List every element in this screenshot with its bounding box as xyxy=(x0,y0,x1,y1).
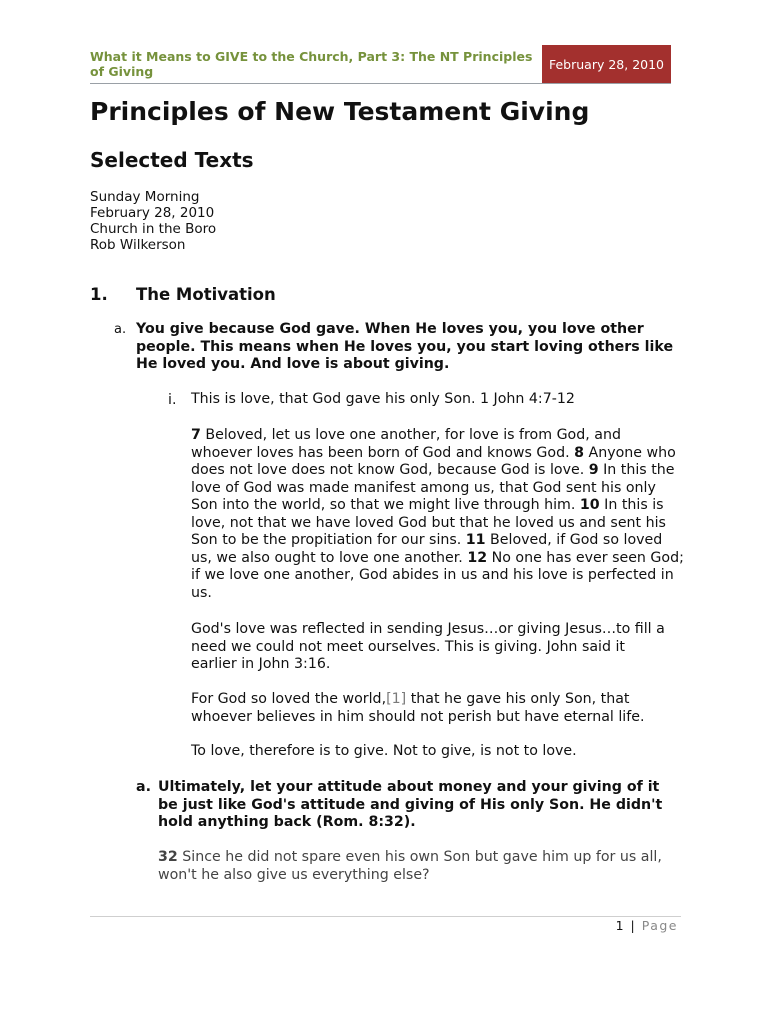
verse-number: 9 xyxy=(588,462,599,478)
header-title: What it Means to GIVE to the Church, Part 3: The NT Principles of Giving xyxy=(90,49,533,79)
list-item-motivation: You give because God gave. When He loves you, you love other people. This means when He loves you, you start loving others like He loved you. And love is about giving. xyxy=(136,321,674,372)
verse-text: that he gave his only Son, that whoever believes in him should not perish but have eternal life. xyxy=(191,691,645,725)
verse-text: No one has ever seen God; if we love one another, God abides in us and his love is perfected in us. xyxy=(191,549,684,601)
verse-number: 11 xyxy=(465,532,486,548)
conclusion-paragraph: To love, therefore is to give. Not to give, is not to love. xyxy=(191,743,577,759)
section-number: 1. xyxy=(90,285,108,304)
meta-line: Sunday Morning xyxy=(90,189,200,205)
verse-number: 7 xyxy=(191,427,201,443)
footer-divider xyxy=(90,916,681,917)
footer-separator: | xyxy=(630,918,637,933)
meta-line: Church in the Boro xyxy=(90,221,217,237)
footnote-link[interactable]: [1] xyxy=(386,691,407,707)
john-3-16-paragraph xyxy=(191,691,686,726)
verse-text: Beloved, let us love one another, for love is from God, and whoever loves has been born of God and knows God. xyxy=(191,427,621,461)
section-title: The Motivation xyxy=(136,285,276,304)
romans-verse xyxy=(158,849,678,884)
verse-text: In this the love of God was made manifest among us, that God sent his only Son into the world, so that we might live through him. xyxy=(191,462,675,513)
document-subtitle: Selected Texts xyxy=(90,148,254,172)
meta-line: Rob Wilkerson xyxy=(90,237,186,253)
verse-text: Since he did not spare even his own Son but gave him up for us all, won't he also give us everything else? xyxy=(158,849,662,883)
list-item-attitude: Ultimately, let your attitude about money and your giving of it be just like God's attitude and giving of His only Son. He didn't hold anything back (Rom. 8:32). xyxy=(158,779,663,830)
page-label: Page xyxy=(641,918,678,933)
verse-text: Anyone who does not love does not know God, because God is love. xyxy=(191,444,676,478)
list-marker: a. xyxy=(136,779,151,795)
document-title: Principles of New Testament Giving xyxy=(90,97,590,126)
page-number: 1 xyxy=(615,918,626,933)
verse-number: 12 xyxy=(467,549,488,566)
list-marker: a. xyxy=(114,322,127,337)
header-date: February 28, 2010 xyxy=(542,45,671,84)
page-header xyxy=(90,45,671,83)
scripture-passage xyxy=(191,427,686,602)
list-item-reference: This is love, that God gave his only Son. 1 John 4:7-12 xyxy=(191,391,575,407)
verse-text: In this is love, not that we have loved God but that he loved us and sent his Son to be the propitiation for our sins. xyxy=(191,497,666,548)
verse-text: For God so loved the world, xyxy=(191,691,387,707)
meta-line: February 28, 2010 xyxy=(90,205,215,221)
sermon-meta xyxy=(90,189,216,253)
commentary-paragraph: God's love was reflected in sending Jesus…or giving Jesus…to fill a need we could not meet ourselves. This is giving. John said it earlier in John 3:16. xyxy=(191,621,665,672)
verse-number: 32 xyxy=(158,849,178,865)
header-divider xyxy=(90,83,671,84)
verse-number: 8 xyxy=(574,444,584,461)
page-footer xyxy=(616,918,678,933)
verse-text: Beloved, if God so loved us, we also ought to love one another. xyxy=(191,532,663,566)
verse-number: 10 xyxy=(579,497,600,513)
list-marker: i. xyxy=(168,392,177,408)
